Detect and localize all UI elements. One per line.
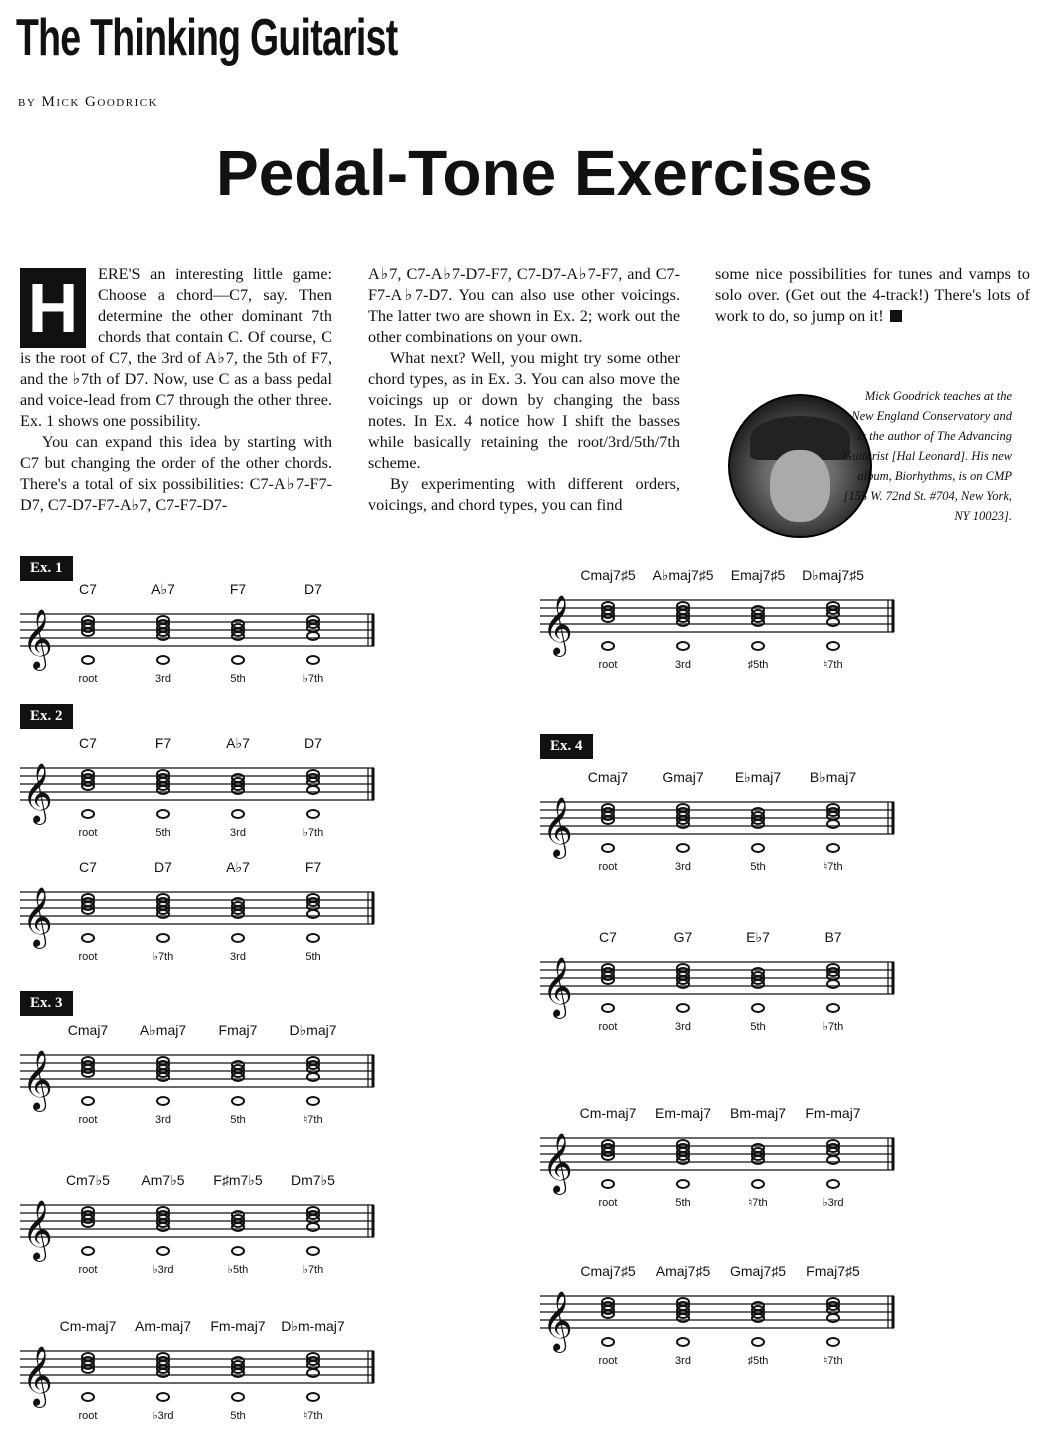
- chord-symbol: Gmaj7: [662, 769, 704, 785]
- staff-svg: [538, 564, 898, 679]
- pedal-note: [752, 1180, 764, 1188]
- staff-svg: [18, 578, 378, 693]
- pedal-note: [602, 1004, 614, 1012]
- interval-label: 5th: [230, 1114, 246, 1126]
- whole-note: [307, 910, 319, 918]
- author-bio: Mick Goodrick teaches at the New England Conservatory and is the author of The Advancing Guitarist [Hal Leonard]. His new album, Biorhythms, is on CMP [155 W. 72nd St. #704, New York, NY 10023].: [843, 389, 1012, 523]
- pedal-note: [157, 1247, 169, 1255]
- column-title: The Thinking Guitarist: [16, 9, 398, 67]
- notation-system: [18, 1019, 378, 1134]
- staff-svg: [18, 1019, 378, 1134]
- interval-label: ♮7th: [748, 1197, 768, 1209]
- chord-symbol: Dm7♭5: [291, 1172, 335, 1188]
- interval-label: ♮7th: [823, 659, 843, 671]
- example-label-2: Ex. 2: [20, 704, 73, 729]
- interval-label: ♭7th: [822, 1021, 844, 1033]
- interval-label: 5th: [305, 951, 321, 963]
- interval-label: 3rd: [675, 659, 691, 671]
- pedal-note: [827, 1004, 839, 1012]
- chord-symbol: F♯m7♭5: [213, 1172, 263, 1188]
- pedal-note: [602, 844, 614, 852]
- paragraph-text: some nice possibilities for tunes and vamps to solo over. (Get out the 4-track!) There's lots of work to do, so jump on it!: [715, 265, 1030, 325]
- drop-cap: H: [20, 268, 86, 348]
- chord-symbol: Fm-maj7: [805, 1105, 861, 1121]
- pedal-note: [677, 844, 689, 852]
- interval-label: ♭5th: [227, 1264, 249, 1276]
- interval-label: ♭7th: [152, 951, 174, 963]
- chord-symbol: D♭maj7♯5: [802, 567, 864, 583]
- notation-system: [538, 766, 898, 881]
- whole-note: [827, 820, 839, 828]
- staff-svg: [18, 856, 378, 971]
- pedal-note: [752, 1004, 764, 1012]
- chord-symbol: C7: [79, 581, 97, 597]
- paragraph: What next? Well, you might try some other chord types, as in Ex. 3. You can also move the voicings up or down by changing the bass notes. In Ex. 4 notice how I shift the basses while basically retaining the root/3rd/5th/7th scheme.: [368, 349, 680, 472]
- chord-symbol: C7: [79, 859, 97, 875]
- staff-svg: [538, 766, 898, 881]
- chord-symbol: Fmaj7: [218, 1022, 258, 1038]
- whole-note: [307, 1223, 319, 1231]
- interval-label: root: [78, 951, 98, 963]
- pedal-note: [827, 642, 839, 650]
- chord-symbol: Cmaj7♯5: [580, 567, 636, 583]
- interval-label: root: [78, 1114, 98, 1126]
- chord-symbol: A♭7: [226, 735, 250, 751]
- staff-svg: [538, 1260, 898, 1375]
- example-label-1: Ex. 1: [20, 556, 73, 581]
- interval-label: ♮7th: [303, 1114, 323, 1126]
- chord-symbol: E♭maj7: [734, 769, 782, 785]
- interval-label: 3rd: [230, 951, 246, 963]
- pedal-note: [677, 642, 689, 650]
- pedal-note: [82, 1247, 94, 1255]
- chord-symbol: B7: [824, 929, 842, 945]
- interval-label: 3rd: [155, 1114, 171, 1126]
- whole-note: [307, 786, 319, 794]
- notation-system: [18, 578, 378, 693]
- treble-clef-icon: 𝄞: [22, 763, 53, 823]
- pedal-note: [232, 934, 244, 942]
- paragraph: A♭7, C7-A♭7-D7-F7, C7-D7-A♭7-F7, and C7-F7-A♭7-D7. You can also use other voicings. The latter two are shown in Ex. 2; work out the other combinations on your own.: [368, 265, 680, 346]
- notation-system: [538, 926, 898, 1041]
- pedal-note: [827, 844, 839, 852]
- chord-symbol: Amaj7♯5: [655, 1263, 711, 1279]
- pedal-note: [677, 1180, 689, 1188]
- chord-symbol: D♭maj7: [289, 1022, 337, 1038]
- notation-system: [18, 856, 378, 971]
- pedal-note: [307, 656, 319, 664]
- chord-symbol: Bm-maj7: [729, 1105, 787, 1121]
- chord-symbol: G7: [673, 929, 693, 945]
- staff-svg: [18, 732, 378, 847]
- interval-label: root: [78, 1264, 98, 1276]
- chord-symbol: Cmaj7: [587, 769, 629, 785]
- chord-symbol: F7: [304, 859, 322, 875]
- chord-symbol: A♭maj7♯5: [652, 567, 714, 583]
- chord-symbol: Cm-maj7: [59, 1318, 117, 1334]
- whole-note: [827, 1314, 839, 1322]
- interval-label: ♭3rd: [822, 1197, 844, 1209]
- chord-symbol: C7: [599, 929, 617, 945]
- treble-clef-icon: 𝄞: [542, 957, 573, 1017]
- treble-clef-icon: 𝄞: [22, 1346, 53, 1406]
- chord-symbol: Gmaj7♯5: [729, 1263, 787, 1279]
- chord-symbol: Cmaj7♯5: [580, 1263, 636, 1279]
- pedal-note: [752, 844, 764, 852]
- chord-symbol: Cm7♭5: [66, 1172, 110, 1188]
- chord-symbol: A♭7: [226, 859, 250, 875]
- chord-symbol: Am7♭5: [141, 1172, 185, 1188]
- pedal-note: [752, 1338, 764, 1346]
- interval-label: ♭7th: [302, 827, 324, 839]
- pedal-note: [827, 1180, 839, 1188]
- whole-note: [827, 980, 839, 988]
- pedal-note: [82, 810, 94, 818]
- pedal-note: [602, 642, 614, 650]
- notation-system: [18, 1315, 378, 1429]
- pedal-note: [232, 810, 244, 818]
- pedal-note: [602, 1180, 614, 1188]
- interval-label: 5th: [750, 1021, 766, 1033]
- staff-svg: [538, 1102, 898, 1217]
- pedal-note: [307, 1393, 319, 1401]
- pedal-note: [307, 934, 319, 942]
- chord-symbol: Emaj7♯5: [730, 567, 786, 583]
- pedal-note: [827, 1338, 839, 1346]
- interval-label: root: [598, 659, 618, 671]
- interval-label: ♭7th: [302, 673, 324, 685]
- interval-label: 3rd: [230, 827, 246, 839]
- chord-symbol: F7: [229, 581, 247, 597]
- pedal-note: [307, 1247, 319, 1255]
- pedal-note: [157, 656, 169, 664]
- paragraph: ERE'S an interesting little game: Choose a chord—C7, say. Then determine the other dominant 7th chords that contain C. Of course, C is the root of C7, the 3rd of A♭7, the 5th of F7, and the ♭7th of D7. Now, use C as a bass pedal and voice-lead from C7 through the other three. Ex. 1 shows one possibility.: [20, 265, 332, 430]
- chord-symbol: Am-maj7: [134, 1318, 192, 1334]
- notation-system: [538, 1260, 898, 1375]
- chord-symbol: C7: [79, 735, 97, 751]
- interval-label: ♮7th: [303, 1410, 323, 1422]
- chord-symbol: Cmaj7: [67, 1022, 109, 1038]
- whole-note: [827, 618, 839, 626]
- chord-symbol: A♭maj7: [139, 1022, 187, 1038]
- interval-label: ♭3rd: [152, 1410, 174, 1422]
- interval-label: ♮7th: [823, 1355, 843, 1367]
- pedal-note: [82, 1393, 94, 1401]
- interval-label: 3rd: [675, 1021, 691, 1033]
- interval-label: root: [598, 1355, 618, 1367]
- interval-label: 5th: [155, 827, 171, 839]
- notation-system: [18, 732, 378, 847]
- interval-label: 3rd: [155, 673, 171, 685]
- paragraph: By experimenting with different orders, voicings, and chord types, you can find: [368, 475, 680, 514]
- pedal-note: [82, 1097, 94, 1105]
- pedal-note: [232, 1393, 244, 1401]
- article-column-1: [20, 264, 332, 516]
- pedal-note: [232, 656, 244, 664]
- byline: by Mick Goodrick: [18, 94, 159, 110]
- end-mark-icon: [890, 310, 902, 322]
- chord-symbol: B♭maj7: [809, 769, 857, 785]
- chord-symbol: Fmaj7♯5: [806, 1263, 860, 1279]
- chord-symbol: D♭m-maj7: [281, 1318, 345, 1334]
- treble-clef-icon: 𝄞: [22, 887, 53, 947]
- pedal-note: [157, 934, 169, 942]
- pedal-note: [157, 810, 169, 818]
- interval-label: root: [598, 1021, 618, 1033]
- chord-symbol: F7: [154, 735, 172, 751]
- treble-clef-icon: 𝄞: [22, 1200, 53, 1260]
- interval-label: root: [78, 1410, 98, 1422]
- whole-note: [307, 632, 319, 640]
- treble-clef-icon: 𝄞: [542, 1291, 573, 1351]
- pedal-note: [307, 1097, 319, 1105]
- interval-label: 3rd: [675, 1355, 691, 1367]
- photo-face: [770, 450, 830, 522]
- pedal-note: [82, 656, 94, 664]
- pedal-note: [752, 642, 764, 650]
- chord-symbol: D7: [304, 735, 322, 751]
- interval-label: 3rd: [675, 861, 691, 873]
- interval-label: 5th: [230, 673, 246, 685]
- staff-svg: [18, 1169, 378, 1284]
- treble-clef-icon: 𝄞: [542, 797, 573, 857]
- chord-symbol: D7: [304, 581, 322, 597]
- whole-note: [827, 1156, 839, 1164]
- treble-clef-icon: 𝄞: [542, 1133, 573, 1193]
- interval-label: ♭3rd: [152, 1264, 174, 1276]
- interval-label: root: [598, 861, 618, 873]
- example-label-4: Ex. 4: [540, 734, 593, 759]
- notation-system: [538, 564, 898, 679]
- chord-symbol: Fm-maj7: [210, 1318, 266, 1334]
- paragraph: You can expand this idea by starting with C7 but changing the order of the other chords. There's a total of six possibilities: C7-A♭7-F7-D7, C7-D7-F7-A♭7, C7-F7-D7-: [20, 433, 332, 514]
- interval-label: 5th: [750, 861, 766, 873]
- interval-label: ♯5th: [747, 1355, 769, 1367]
- pedal-note: [157, 1393, 169, 1401]
- interval-label: root: [78, 827, 98, 839]
- chord-symbol: A♭7: [151, 581, 175, 597]
- pedal-note: [232, 1247, 244, 1255]
- staff-svg: [18, 1315, 378, 1429]
- article-column-3: [715, 264, 1030, 327]
- staff-svg: [538, 926, 898, 1041]
- interval-label: 5th: [675, 1197, 691, 1209]
- whole-note: [307, 1369, 319, 1377]
- interval-label: ♮7th: [823, 861, 843, 873]
- chord-symbol: Em-maj7: [654, 1105, 712, 1121]
- interval-label: ♭7th: [302, 1264, 324, 1276]
- paragraph: [715, 264, 1030, 327]
- notation-system: [18, 1169, 378, 1284]
- pedal-note: [307, 810, 319, 818]
- chord-symbol: Cm-maj7: [579, 1105, 637, 1121]
- interval-label: root: [78, 673, 98, 685]
- pedal-note: [677, 1338, 689, 1346]
- treble-clef-icon: 𝄞: [542, 595, 573, 655]
- interval-label: root: [598, 1197, 618, 1209]
- headline: Pedal-Tone Exercises: [216, 137, 873, 209]
- treble-clef-icon: 𝄞: [22, 609, 53, 669]
- article-column-2: [368, 264, 680, 516]
- pedal-note: [232, 1097, 244, 1105]
- pedal-note: [82, 934, 94, 942]
- chord-symbol: D7: [154, 859, 172, 875]
- pedal-note: [602, 1338, 614, 1346]
- chord-symbol: E♭7: [746, 929, 770, 945]
- example-label-3: Ex. 3: [20, 991, 73, 1016]
- treble-clef-icon: 𝄞: [22, 1050, 53, 1110]
- interval-label: 5th: [230, 1410, 246, 1422]
- interval-label: ♯5th: [747, 659, 769, 671]
- pedal-note: [157, 1097, 169, 1105]
- notation-system: [538, 1102, 898, 1217]
- whole-note: [307, 1073, 319, 1081]
- pedal-note: [677, 1004, 689, 1012]
